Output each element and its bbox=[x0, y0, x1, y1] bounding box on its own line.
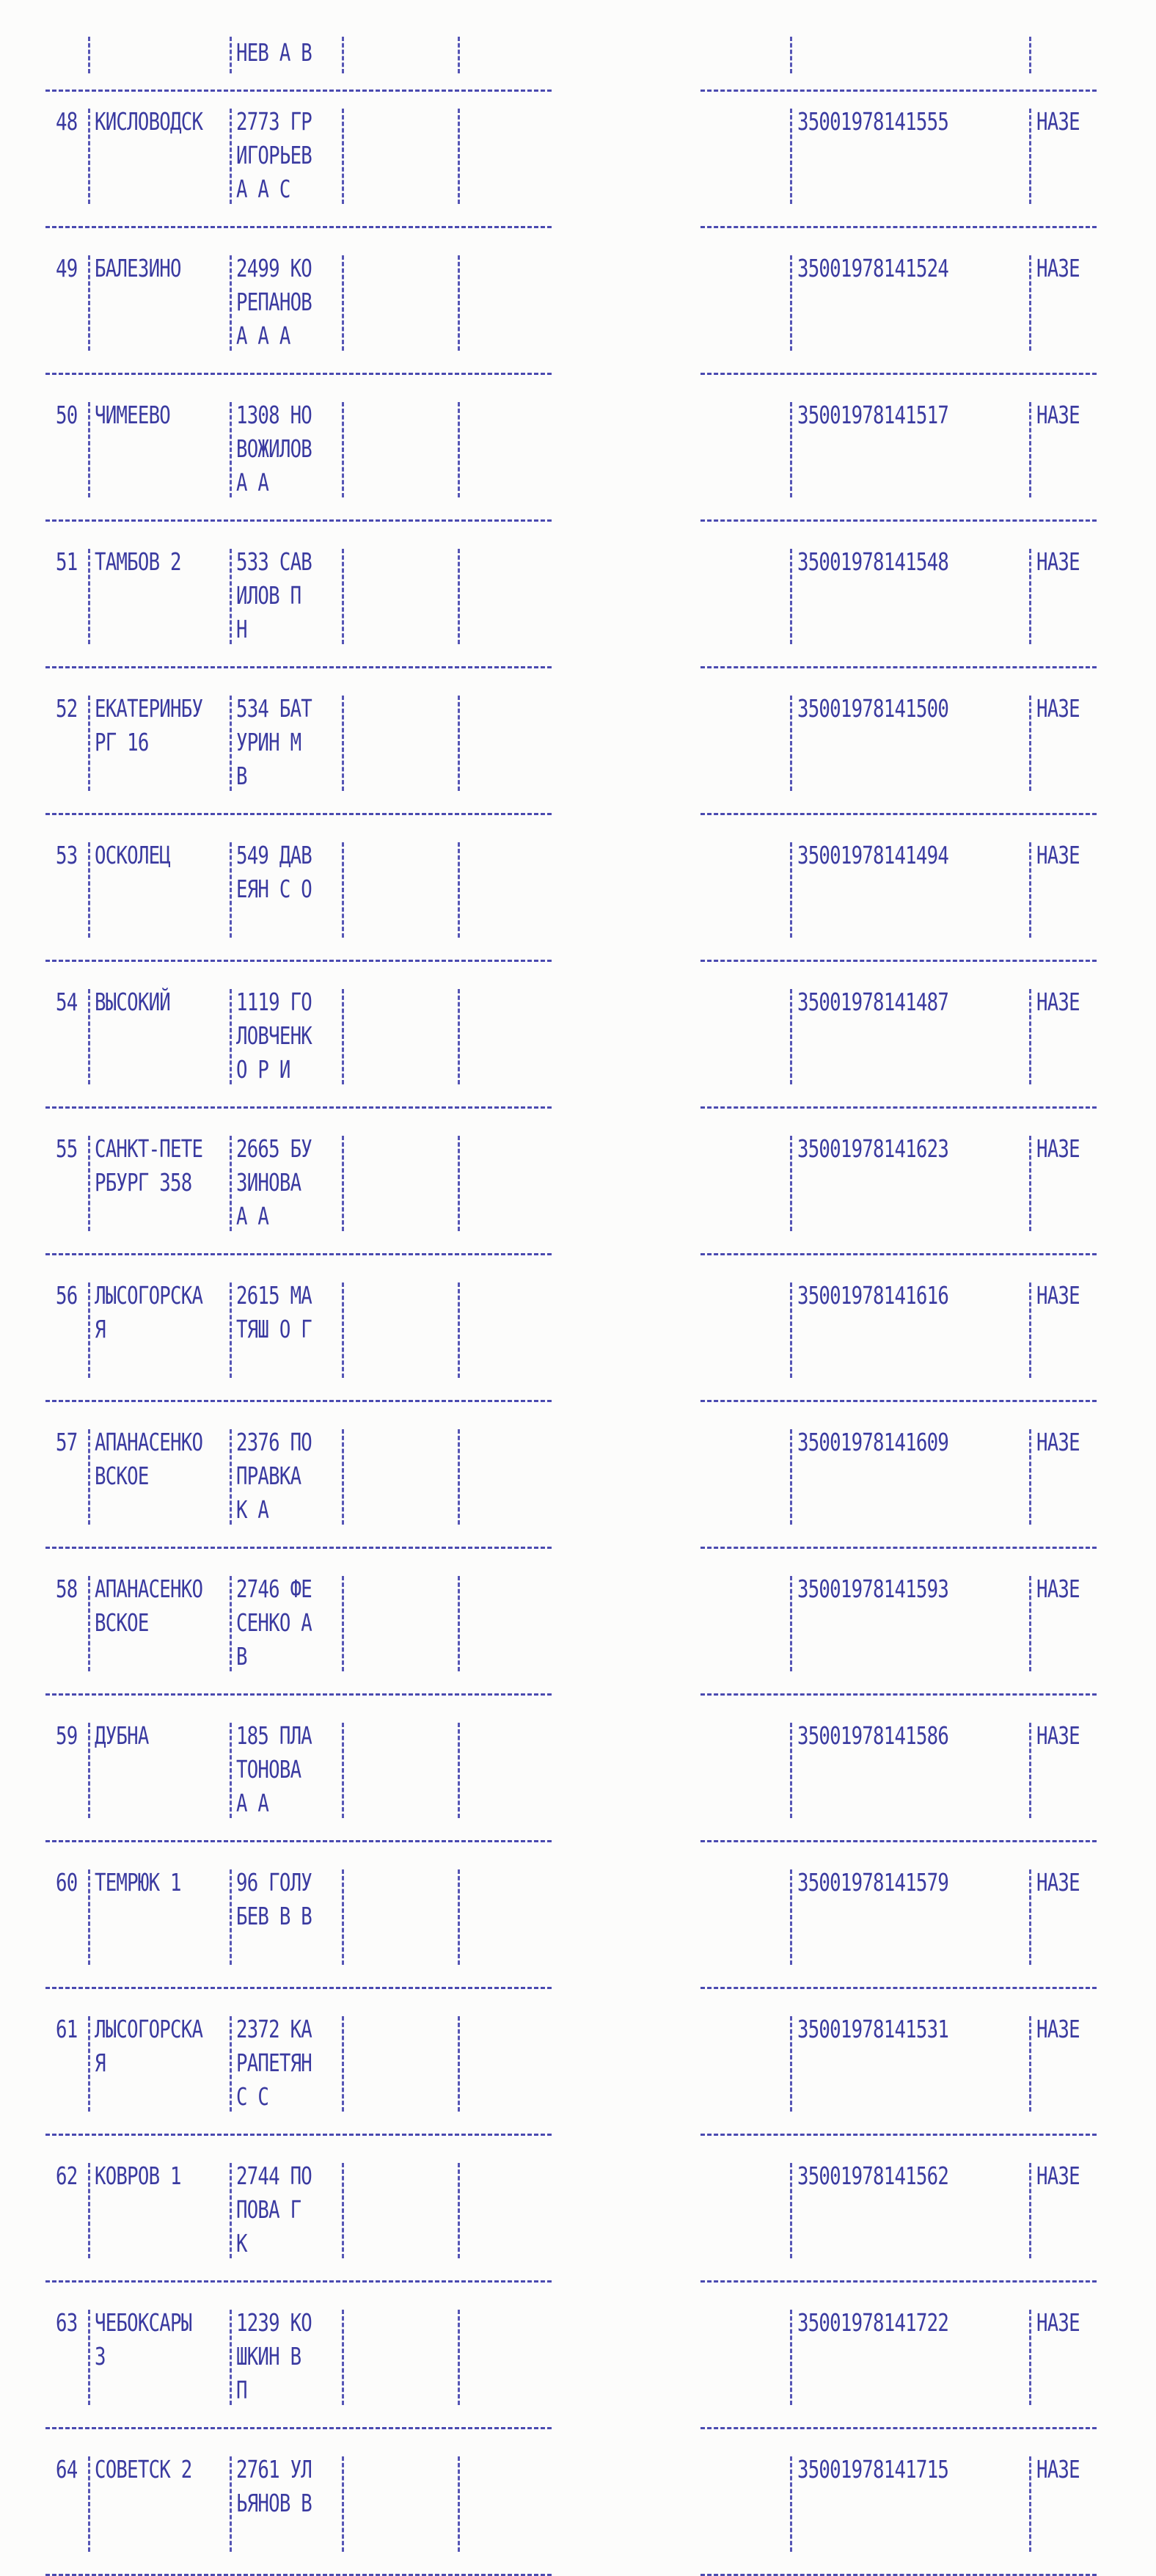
recipient-name: НЕВ А В bbox=[236, 38, 312, 67]
column-divider bbox=[790, 1136, 792, 1231]
recipient-name: ЛОВЧЕНК bbox=[236, 1021, 312, 1050]
recipient-name: ВОЖИЛОВ bbox=[236, 434, 312, 463]
tracking-code: 35001978141487 bbox=[797, 988, 949, 1016]
row-separator-right bbox=[700, 2280, 1097, 2283]
column-divider bbox=[88, 402, 90, 497]
status-text: НАЗЕ bbox=[1036, 254, 1080, 282]
row-separator-left bbox=[45, 1547, 552, 1549]
column-divider bbox=[790, 1723, 792, 1818]
column-divider bbox=[342, 255, 344, 351]
column-divider bbox=[88, 1429, 90, 1525]
tracking-code: 35001978141517 bbox=[797, 401, 949, 429]
row-separator-left bbox=[45, 519, 552, 522]
column-divider bbox=[342, 696, 344, 791]
column-divider bbox=[790, 255, 792, 351]
column-divider bbox=[88, 1136, 90, 1231]
recipient-name: А А С bbox=[236, 175, 290, 203]
column-divider bbox=[790, 549, 792, 644]
column-divider bbox=[88, 1869, 90, 1965]
row-number: 54 bbox=[56, 988, 78, 1016]
column-divider bbox=[1029, 109, 1031, 204]
column-divider bbox=[88, 696, 90, 791]
table-row bbox=[0, 674, 1156, 813]
column-divider bbox=[342, 109, 344, 204]
tracking-code: 35001978141579 bbox=[797, 1868, 949, 1897]
table-row bbox=[0, 820, 1156, 960]
status-text: НАЗЕ bbox=[1036, 547, 1080, 576]
column-divider bbox=[458, 549, 460, 644]
column-divider bbox=[790, 402, 792, 497]
recipient-name: ТЯШ О Г bbox=[236, 1315, 312, 1343]
recipient-name: 534 БАТ bbox=[236, 694, 312, 723]
row-number: 53 bbox=[56, 841, 78, 869]
recipient-name: А А bbox=[236, 1789, 269, 1817]
table-row bbox=[0, 2141, 1156, 2280]
column-divider bbox=[342, 1576, 344, 1671]
tracking-code: 35001978141586 bbox=[797, 1721, 949, 1750]
row-number: 60 bbox=[56, 1868, 78, 1897]
table-row bbox=[0, 1847, 1156, 1987]
column-divider bbox=[458, 842, 460, 938]
status-text: НАЗЕ bbox=[1036, 1428, 1080, 1456]
column-divider bbox=[1029, 37, 1031, 73]
status-text: НАЗЕ bbox=[1036, 1134, 1080, 1163]
city-name: ЛЫСОГОРСКА bbox=[95, 2015, 203, 2043]
recipient-name: 1239 КО bbox=[236, 2308, 312, 2337]
city-name: Я bbox=[95, 2048, 106, 2077]
column-divider bbox=[342, 2310, 344, 2405]
recipient-name: ПОВА Г bbox=[236, 2195, 301, 2224]
column-divider bbox=[1029, 696, 1031, 791]
column-divider bbox=[342, 37, 344, 73]
status-text: НАЗЕ bbox=[1036, 694, 1080, 723]
recipient-name: А А bbox=[236, 1202, 269, 1230]
column-divider bbox=[342, 989, 344, 1084]
column-divider bbox=[230, 402, 232, 497]
city-name: 3 bbox=[95, 2342, 106, 2371]
table-row bbox=[0, 1994, 1156, 2134]
column-divider bbox=[790, 842, 792, 938]
row-separator-right bbox=[700, 1987, 1097, 1989]
column-divider bbox=[230, 1723, 232, 1818]
column-divider bbox=[230, 255, 232, 351]
recipient-name: 2372 КА bbox=[236, 2015, 312, 2043]
table-row bbox=[0, 1554, 1156, 1693]
column-divider bbox=[1029, 1576, 1031, 1671]
column-divider bbox=[342, 2016, 344, 2112]
tracking-code: 35001978141623 bbox=[797, 1134, 949, 1163]
column-divider bbox=[790, 1869, 792, 1965]
column-divider bbox=[342, 1282, 344, 1378]
column-divider bbox=[342, 2456, 344, 2552]
table-row bbox=[0, 233, 1156, 373]
row-separator-right bbox=[700, 1253, 1097, 1255]
recipient-name: ЬЯНОВ В bbox=[236, 2489, 312, 2517]
column-divider bbox=[342, 1136, 344, 1231]
recipient-name: А А А bbox=[236, 321, 290, 350]
column-divider bbox=[1029, 842, 1031, 938]
recipient-name: 2761 УЛ bbox=[236, 2455, 312, 2484]
table-row bbox=[0, 1260, 1156, 1400]
column-divider bbox=[458, 2016, 460, 2112]
city-name: КОВРОВ 1 bbox=[95, 2161, 181, 2190]
row-separator-right bbox=[700, 1840, 1097, 1842]
city-name: АПАНАСЕНКО bbox=[95, 1575, 203, 1603]
column-divider bbox=[790, 989, 792, 1084]
recipient-name: 1119 ГО bbox=[236, 988, 312, 1016]
recipient-name: 2376 ПО bbox=[236, 1428, 312, 1456]
row-separator-left bbox=[45, 1840, 552, 1842]
recipient-name: 185 ПЛА bbox=[236, 1721, 312, 1750]
row-number: 52 bbox=[56, 694, 78, 723]
row-separator-left bbox=[45, 1106, 552, 1109]
column-divider bbox=[88, 255, 90, 351]
row-separator-left bbox=[45, 2427, 552, 2429]
column-divider bbox=[458, 2310, 460, 2405]
column-divider bbox=[88, 2016, 90, 2112]
column-divider bbox=[790, 2016, 792, 2112]
status-text: НАЗЕ bbox=[1036, 401, 1080, 429]
status-text: НАЗЕ bbox=[1036, 988, 1080, 1016]
row-separator-right bbox=[700, 1106, 1097, 1109]
column-divider bbox=[88, 842, 90, 938]
city-name: ТАМБОВ 2 bbox=[95, 547, 181, 576]
recipient-name: ЗИНОВА bbox=[236, 1168, 301, 1197]
column-divider bbox=[88, 37, 90, 73]
column-divider bbox=[342, 402, 344, 497]
column-divider bbox=[342, 1429, 344, 1525]
row-separator-left bbox=[45, 1987, 552, 1989]
status-text: НАЗЕ bbox=[1036, 2308, 1080, 2337]
table-row bbox=[0, 0, 1156, 73]
table-row bbox=[0, 1701, 1156, 1840]
column-divider bbox=[1029, 2163, 1031, 2258]
column-divider bbox=[342, 2163, 344, 2258]
column-divider bbox=[230, 696, 232, 791]
recipient-name: К А bbox=[236, 1495, 269, 1524]
row-separator-left bbox=[45, 226, 552, 228]
column-divider bbox=[88, 989, 90, 1084]
column-divider bbox=[458, 2456, 460, 2552]
column-divider bbox=[790, 696, 792, 791]
column-divider bbox=[458, 1282, 460, 1378]
row-number: 55 bbox=[56, 1134, 78, 1163]
row-number: 50 bbox=[56, 401, 78, 429]
column-divider bbox=[458, 1723, 460, 1818]
city-name: Я bbox=[95, 1315, 106, 1343]
row-number: 56 bbox=[56, 1281, 78, 1310]
city-name: ОСКОЛЕЦ bbox=[95, 841, 171, 869]
column-divider bbox=[230, 842, 232, 938]
city-name: БАЛЕЗИНО bbox=[95, 254, 181, 282]
row-separator-left bbox=[45, 1253, 552, 1255]
column-divider bbox=[230, 109, 232, 204]
row-number: 51 bbox=[56, 547, 78, 576]
status-text: НАЗЕ bbox=[1036, 2455, 1080, 2484]
table-row bbox=[0, 87, 1156, 226]
recipient-name: 2744 ПО bbox=[236, 2161, 312, 2190]
row-separator-left bbox=[45, 666, 552, 668]
recipient-name: РАПЕТЯН bbox=[236, 2048, 312, 2077]
city-name: ДУБНА bbox=[95, 1721, 149, 1750]
tracking-code: 35001978141593 bbox=[797, 1575, 949, 1603]
row-separator-left bbox=[45, 1693, 552, 1696]
table-row bbox=[0, 2288, 1156, 2427]
column-divider bbox=[458, 696, 460, 791]
column-divider bbox=[1029, 1429, 1031, 1525]
column-divider bbox=[88, 2456, 90, 2552]
row-number: 57 bbox=[56, 1428, 78, 1456]
column-divider bbox=[1029, 1282, 1031, 1378]
column-divider bbox=[230, 2310, 232, 2405]
city-name: РБУРГ 358 bbox=[95, 1168, 192, 1197]
table-row bbox=[0, 380, 1156, 519]
city-name: АПАНАСЕНКО bbox=[95, 1428, 203, 1456]
recipient-name: П bbox=[236, 2376, 247, 2404]
city-name: ВСКОЕ bbox=[95, 1462, 149, 1490]
tracking-code: 35001978141500 bbox=[797, 694, 949, 723]
status-text: НАЗЕ bbox=[1036, 107, 1080, 136]
column-divider bbox=[88, 1723, 90, 1818]
column-divider bbox=[230, 2163, 232, 2258]
status-text: НАЗЕ bbox=[1036, 841, 1080, 869]
table-row bbox=[0, 527, 1156, 666]
city-name: ЕКАТЕРИНБУ bbox=[95, 694, 203, 723]
row-number: 63 bbox=[56, 2308, 78, 2337]
row-number: 49 bbox=[56, 254, 78, 282]
column-divider bbox=[790, 2163, 792, 2258]
column-divider bbox=[230, 2456, 232, 2552]
row-separator-left bbox=[45, 373, 552, 375]
recipient-name: БЕВ В В bbox=[236, 1902, 312, 1930]
column-divider bbox=[1029, 255, 1031, 351]
column-divider bbox=[458, 255, 460, 351]
row-separator-right bbox=[700, 373, 1097, 375]
city-name: РГ 16 bbox=[95, 728, 149, 756]
column-divider bbox=[88, 1282, 90, 1378]
recipient-name: УРИН М bbox=[236, 728, 301, 756]
row-number: 48 bbox=[56, 107, 78, 136]
recipient-name: О Р И bbox=[236, 1055, 290, 1084]
recipient-name: К bbox=[236, 2229, 247, 2258]
column-divider bbox=[790, 1282, 792, 1378]
city-name: ТЕМРЮК 1 bbox=[95, 1868, 181, 1897]
row-number: 58 bbox=[56, 1575, 78, 1603]
tracking-code: 35001978141715 bbox=[797, 2455, 949, 2484]
row-separator-right bbox=[700, 226, 1097, 228]
column-divider bbox=[1029, 2456, 1031, 2552]
status-text: НАЗЕ bbox=[1036, 2015, 1080, 2043]
city-name: ЧИМЕЕВО bbox=[95, 401, 171, 429]
column-divider bbox=[458, 1429, 460, 1525]
column-divider bbox=[88, 2310, 90, 2405]
recipient-name: 533 САВ bbox=[236, 547, 312, 576]
row-number: 64 bbox=[56, 2455, 78, 2484]
row-separator-right bbox=[700, 666, 1097, 668]
column-divider bbox=[458, 402, 460, 497]
column-divider bbox=[230, 1282, 232, 1378]
row-number: 62 bbox=[56, 2161, 78, 2190]
tracking-code: 35001978141609 bbox=[797, 1428, 949, 1456]
column-divider bbox=[790, 2456, 792, 2552]
recipient-name: ИЛОВ П bbox=[236, 581, 301, 610]
column-divider bbox=[1029, 989, 1031, 1084]
row-separator-right bbox=[700, 1400, 1097, 1402]
row-separator-right bbox=[700, 960, 1097, 962]
column-divider bbox=[458, 1136, 460, 1231]
recipient-name: ТОНОВА bbox=[236, 1755, 301, 1784]
row-separator-right bbox=[700, 1693, 1097, 1696]
recipient-name: СЕНКО А bbox=[236, 1608, 312, 1637]
column-divider bbox=[790, 1576, 792, 1671]
column-divider bbox=[1029, 549, 1031, 644]
column-divider bbox=[1029, 1723, 1031, 1818]
recipient-name: ПРАВКА bbox=[236, 1462, 301, 1490]
recipient-name: 96 ГОЛУ bbox=[236, 1868, 312, 1897]
row-separator-right bbox=[700, 813, 1097, 815]
tracking-code: 35001978141555 bbox=[797, 107, 949, 136]
column-divider bbox=[230, 1869, 232, 1965]
city-name: ЛЫСОГОРСКА bbox=[95, 1281, 203, 1310]
column-divider bbox=[88, 109, 90, 204]
city-name: СОВЕТСК 2 bbox=[95, 2455, 192, 2484]
recipient-name: 1308 НО bbox=[236, 401, 312, 429]
city-name: ВЫСОКИЙ bbox=[95, 988, 171, 1016]
table-row bbox=[0, 2434, 1156, 2574]
tracking-code: 35001978141494 bbox=[797, 841, 949, 869]
row-separator-left bbox=[45, 960, 552, 962]
column-divider bbox=[342, 842, 344, 938]
table-row bbox=[0, 1114, 1156, 1253]
column-divider bbox=[790, 1429, 792, 1525]
tracking-code: 35001978141531 bbox=[797, 2015, 949, 2043]
row-separator-left bbox=[45, 813, 552, 815]
status-text: НАЗЕ bbox=[1036, 1721, 1080, 1750]
status-text: НАЗЕ bbox=[1036, 1281, 1080, 1310]
column-divider bbox=[458, 37, 460, 73]
column-divider bbox=[342, 1869, 344, 1965]
column-divider bbox=[88, 2163, 90, 2258]
column-divider bbox=[230, 2016, 232, 2112]
recipient-name: 549 ДАВ bbox=[236, 841, 312, 869]
tracking-code: 35001978141524 bbox=[797, 254, 949, 282]
column-divider bbox=[230, 549, 232, 644]
row-separator-right bbox=[700, 2134, 1097, 2136]
column-divider bbox=[342, 1723, 344, 1818]
city-name: ЧЕБОКСАРЫ bbox=[95, 2308, 192, 2337]
status-text: НАЗЕ bbox=[1036, 1575, 1080, 1603]
recipient-name: ИГОРЬЕВ bbox=[236, 141, 312, 169]
recipient-name: 2499 КО bbox=[236, 254, 312, 282]
tracking-code: 35001978141616 bbox=[797, 1281, 949, 1310]
column-divider bbox=[458, 109, 460, 204]
tracking-code: 35001978141548 bbox=[797, 547, 949, 576]
row-separator-left bbox=[45, 2280, 552, 2283]
column-divider bbox=[230, 37, 232, 73]
row-separator-right bbox=[700, 2427, 1097, 2429]
column-divider bbox=[230, 1136, 232, 1231]
column-divider bbox=[458, 1869, 460, 1965]
recipient-name: 2665 БУ bbox=[236, 1134, 312, 1163]
table-row bbox=[0, 1407, 1156, 1547]
recipient-name: ЕЯН С О bbox=[236, 875, 312, 903]
column-divider bbox=[790, 37, 792, 73]
column-divider bbox=[1029, 1136, 1031, 1231]
column-divider bbox=[230, 989, 232, 1084]
row-number: 61 bbox=[56, 2015, 78, 2043]
row-separator-left bbox=[45, 1400, 552, 1402]
recipient-name: Н bbox=[236, 615, 247, 643]
recipient-name: В bbox=[236, 1642, 247, 1671]
tracking-code: 35001978141722 bbox=[797, 2308, 949, 2337]
recipient-name: ШКИН В bbox=[236, 2342, 301, 2371]
recipient-name: С С bbox=[236, 2082, 269, 2111]
status-text: НАЗЕ bbox=[1036, 1868, 1080, 1897]
column-divider bbox=[88, 1576, 90, 1671]
column-divider bbox=[88, 549, 90, 644]
recipient-name: В bbox=[236, 762, 247, 790]
tracking-code: 35001978141562 bbox=[797, 2161, 949, 2190]
city-name: САНКТ-ПЕТЕ bbox=[95, 1134, 203, 1163]
column-divider bbox=[230, 1576, 232, 1671]
row-separator-right bbox=[700, 519, 1097, 522]
row-separator-left bbox=[45, 2134, 552, 2136]
column-divider bbox=[1029, 2016, 1031, 2112]
column-divider bbox=[790, 109, 792, 204]
city-name: ВСКОЕ bbox=[95, 1608, 149, 1637]
city-name: КИСЛОВОДСК bbox=[95, 107, 203, 136]
recipient-name: 2615 МА bbox=[236, 1281, 312, 1310]
column-divider bbox=[458, 989, 460, 1084]
column-divider bbox=[1029, 2310, 1031, 2405]
column-divider bbox=[342, 549, 344, 644]
row-separator-right bbox=[700, 1547, 1097, 1549]
column-divider bbox=[230, 1429, 232, 1525]
column-divider bbox=[1029, 1869, 1031, 1965]
column-divider bbox=[790, 2310, 792, 2405]
row-number: 59 bbox=[56, 1721, 78, 1750]
recipient-name: 2746 ФЕ bbox=[236, 1575, 312, 1603]
recipient-name: 2773 ГР bbox=[236, 107, 312, 136]
column-divider bbox=[458, 2163, 460, 2258]
table-row bbox=[0, 967, 1156, 1106]
column-divider bbox=[458, 1576, 460, 1671]
recipient-name: РЕПАНОВ bbox=[236, 288, 312, 316]
column-divider bbox=[1029, 402, 1031, 497]
status-text: НАЗЕ bbox=[1036, 2161, 1080, 2190]
recipient-name: А А bbox=[236, 468, 269, 497]
